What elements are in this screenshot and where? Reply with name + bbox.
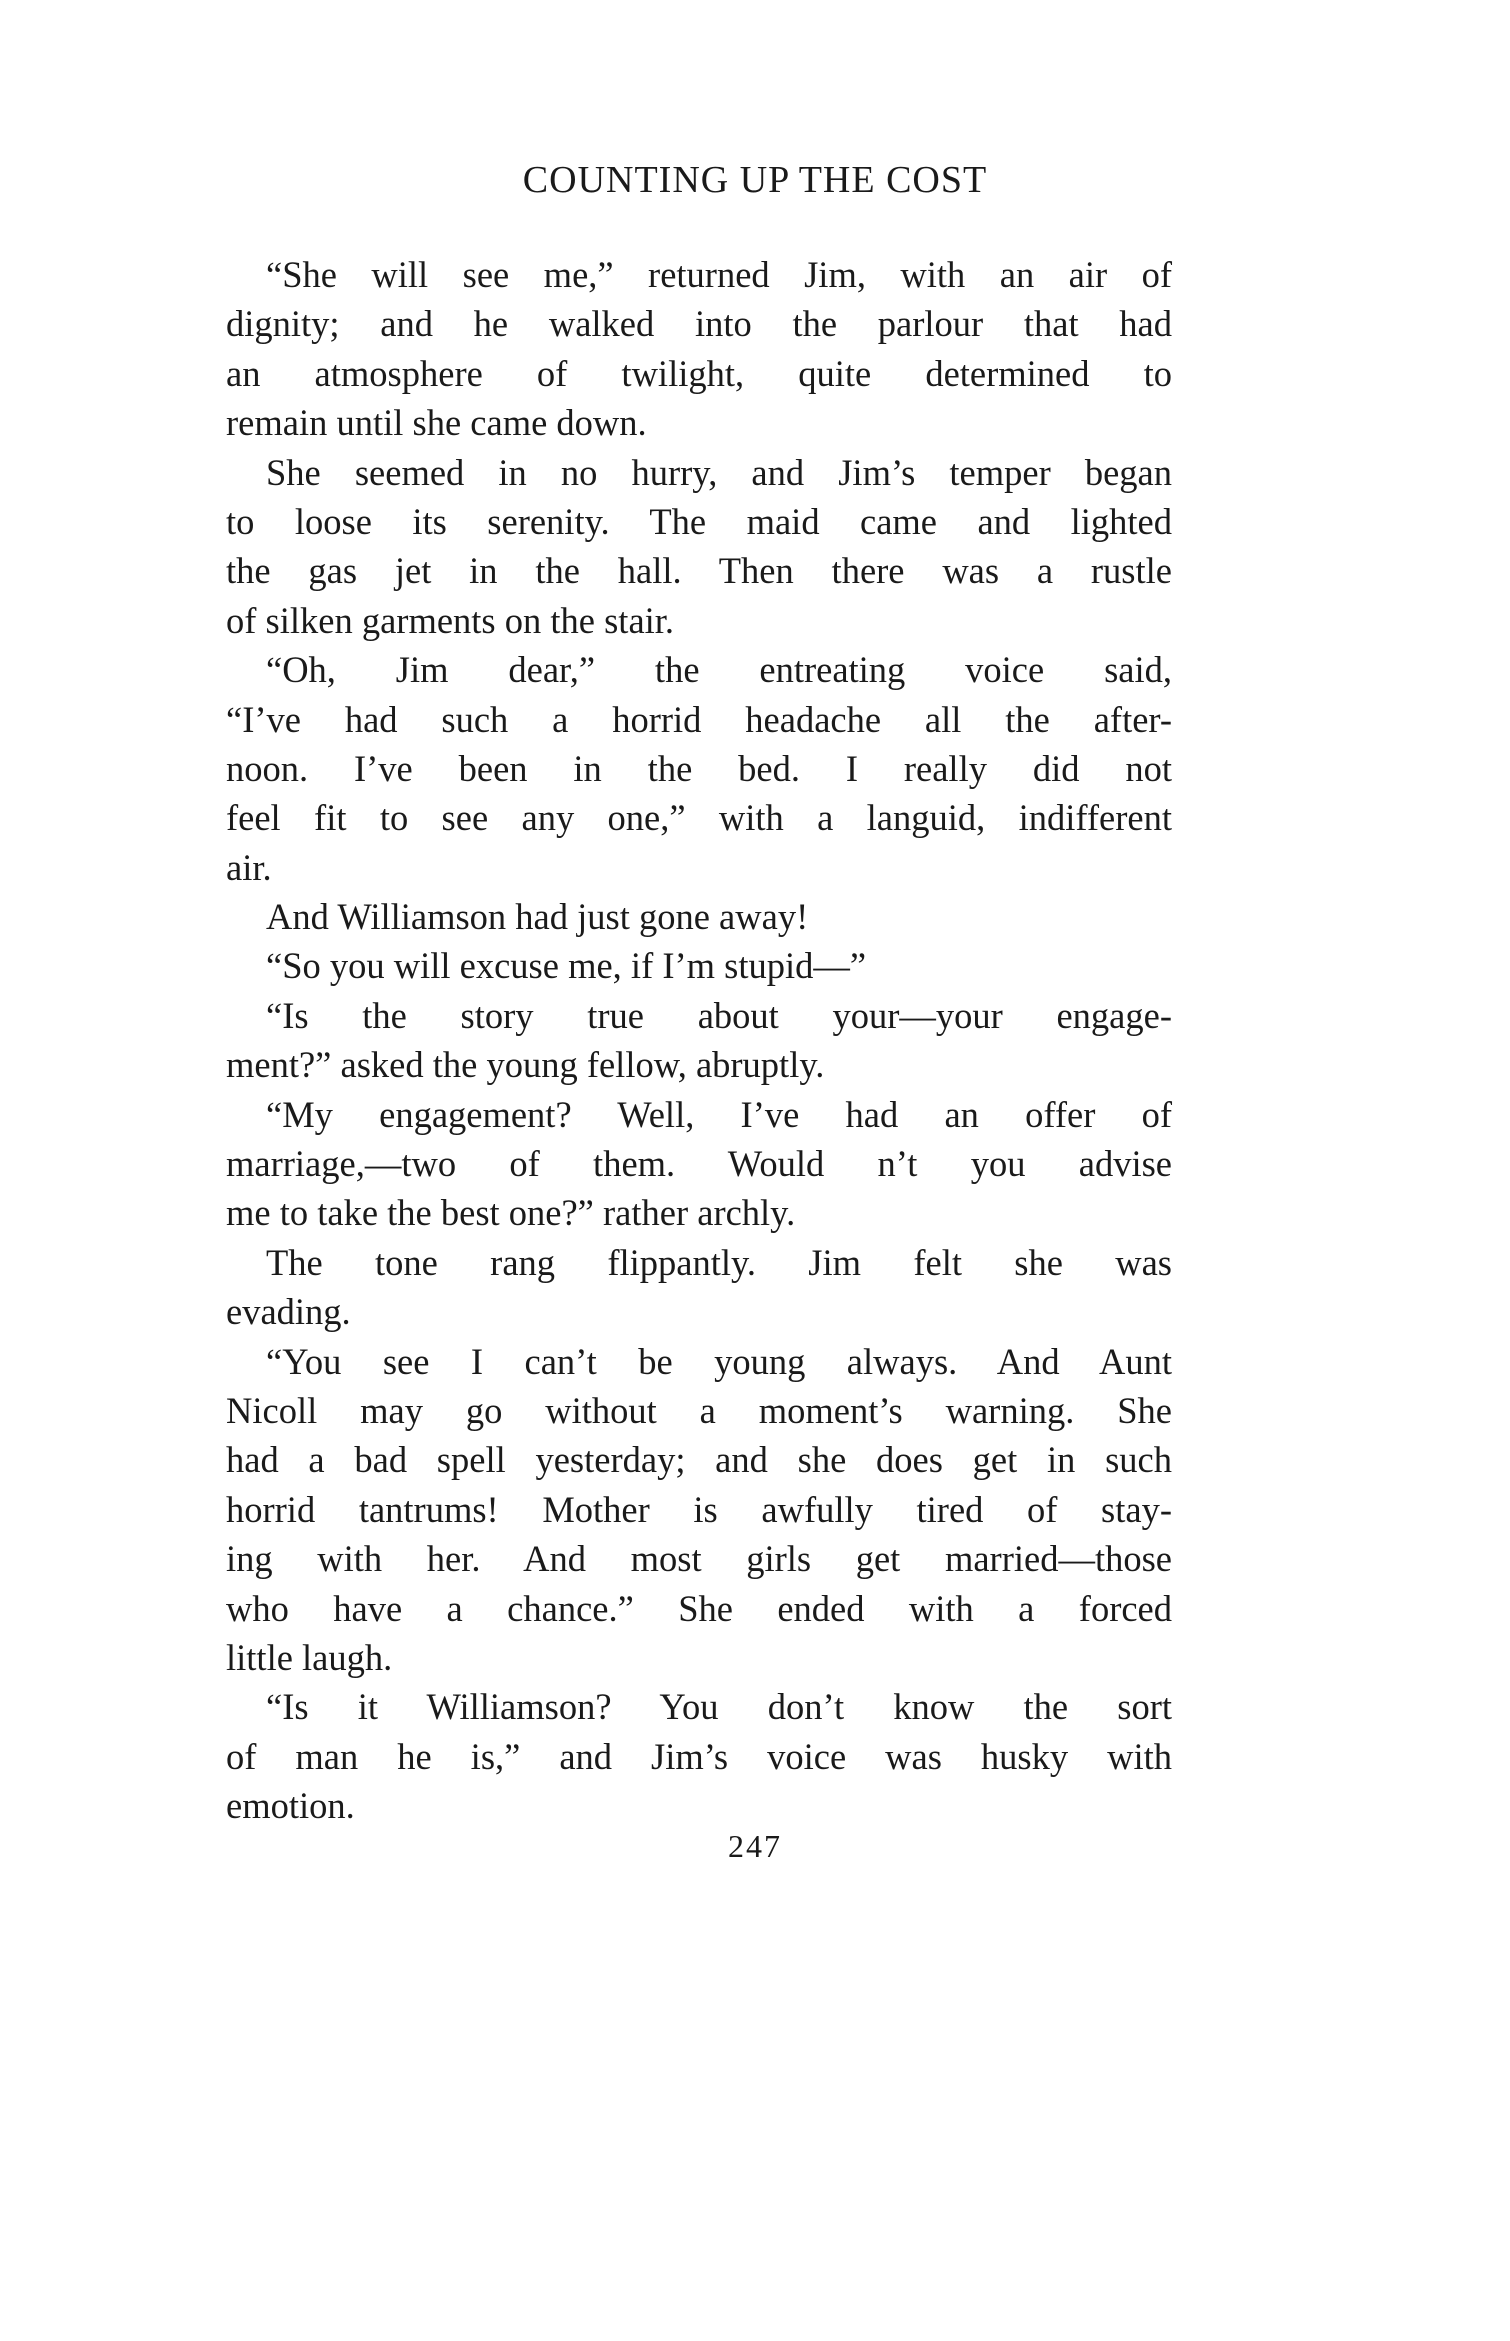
text-line: “Oh, Jim dear,” the entreating voice said, (266, 649, 1172, 691)
text-line: “Is the story true about your—your engage- (266, 994, 1172, 1036)
text-line: “Is it Williamson? You don’t know the sort (266, 1686, 1172, 1728)
text-line: emotion. (226, 1785, 355, 1827)
text-line: had a bad spell yesterday; and she does get in such (226, 1439, 1172, 1481)
text-line: And Williamson had just gone away! (266, 896, 809, 938)
text-line: marriage,—two of them. Would n’t you advise (226, 1143, 1172, 1185)
text-line: “She will see me,” returned Jim, with an air of (266, 254, 1172, 295)
text-line: ing with her. And most girls get married—those (226, 1538, 1172, 1580)
text-line: who have a chance.” She ended with a forced (226, 1587, 1172, 1629)
running-head: COUNTING UP THE COST (522, 159, 988, 201)
text-line: an atmosphere of twilight, quite determined to (226, 352, 1172, 394)
text-line: dignity; and he walked into the parlour that had (226, 303, 1172, 345)
text-line: feel fit to see any one,” with a languid, indifferent (226, 797, 1172, 839)
page-number: 247 (728, 1828, 782, 1864)
text-line: “I’ve had such a horrid headache all the after- (226, 698, 1172, 740)
text-line: “My engagement? Well, I’ve had an offer of (266, 1093, 1172, 1135)
text-line: evading. (226, 1291, 351, 1333)
text-line: ment?” asked the young fellow, abruptly. (226, 1044, 825, 1086)
text-line: to loose its serenity. The maid came and lighted (226, 500, 1172, 542)
text-line: of man he is,” and Jim’s voice was husky with (226, 1735, 1172, 1777)
text-line: little laugh. (226, 1636, 393, 1678)
text-line: She seemed in no hurry, and Jim’s temper began (266, 451, 1172, 493)
text-line: air. (226, 846, 272, 888)
text-line: noon. I’ve been in the bed. I really did not (226, 747, 1172, 789)
text-line: “So you will excuse me, if I’m stupid—” (266, 945, 867, 987)
text-line: the gas jet in the hall. Then there was a rustle (226, 550, 1172, 592)
text-line: of silken garments on the stair. (226, 599, 675, 641)
text-line: Nicoll may go without a moment’s warning. She (226, 1389, 1172, 1431)
text-line: remain until she came down. (226, 402, 647, 444)
text-line: “You see I can’t be young always. And Aunt (266, 1340, 1172, 1382)
text-line: horrid tantrums! Mother is awfully tired of stay- (226, 1488, 1172, 1530)
text-line: me to take the best one?” rather archly. (226, 1192, 796, 1234)
body-text (226, 250, 1172, 1831)
text-line: The tone rang flippantly. Jim felt she was (266, 1241, 1172, 1283)
